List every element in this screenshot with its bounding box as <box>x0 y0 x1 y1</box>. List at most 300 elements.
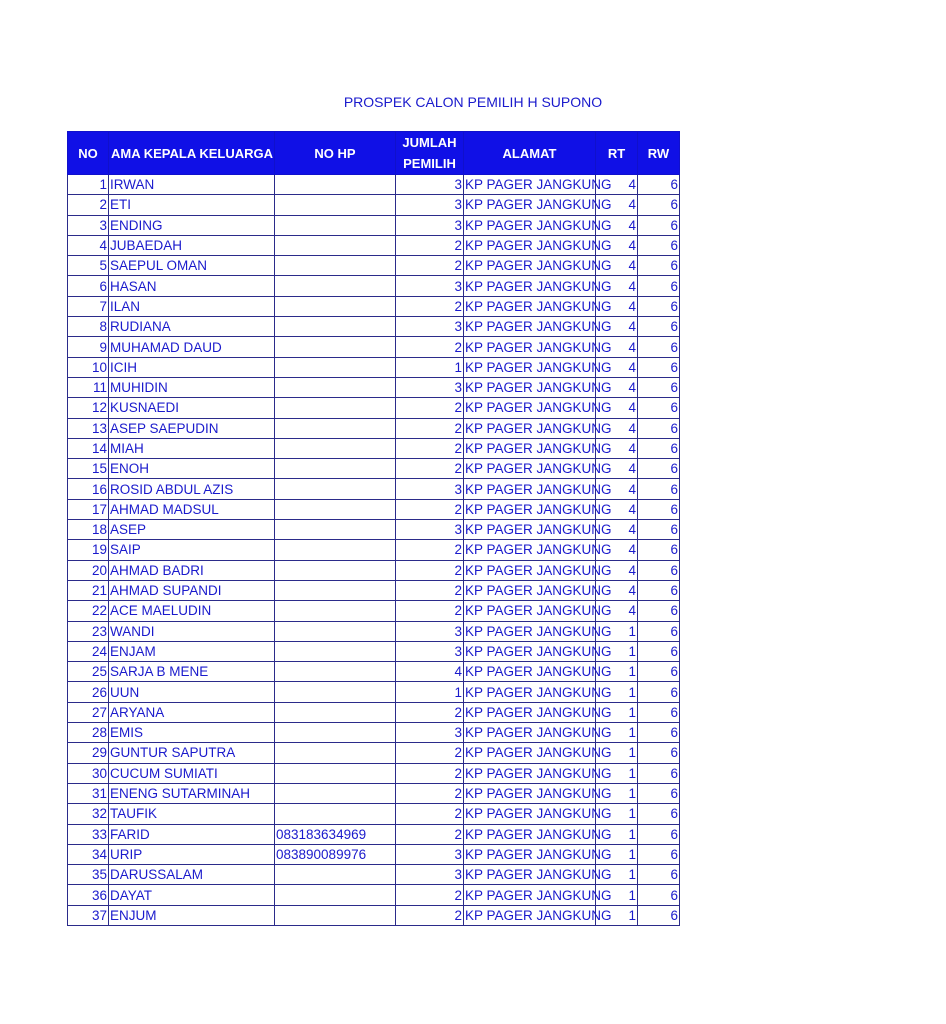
cell-jumlah[interactable]: 2 <box>396 885 464 905</box>
cell-rw[interactable]: 6 <box>638 418 680 438</box>
cell-rw[interactable]: 6 <box>638 844 680 864</box>
table-row <box>68 621 680 641</box>
cell-alamat[interactable]: KP PAGER JANGKUNG <box>464 885 596 905</box>
cell-rt[interactable]: 4 <box>596 256 638 276</box>
cell-rw[interactable]: 6 <box>638 296 680 316</box>
cell-jumlah[interactable]: 3 <box>396 641 464 661</box>
cell-rt[interactable]: 4 <box>596 580 638 600</box>
cell-jumlah[interactable]: 2 <box>396 824 464 844</box>
cell-alamat[interactable]: KP PAGER JANGKUNG <box>464 540 596 560</box>
cell-nama[interactable]: ENJUM <box>109 905 275 925</box>
cell-no[interactable]: 1 <box>68 175 109 195</box>
cell-hp[interactable] <box>275 601 396 621</box>
cell-jumlah[interactable]: 3 <box>396 377 464 397</box>
cell-nama[interactable]: MIAH <box>109 438 275 458</box>
cell-hp[interactable] <box>275 540 396 560</box>
cell-alamat[interactable]: KP PAGER JANGKUNG <box>464 256 596 276</box>
cell-no[interactable]: 3 <box>68 215 109 235</box>
cell-jumlah[interactable]: 1 <box>396 682 464 702</box>
cell-hp[interactable] <box>275 276 396 296</box>
header-alamat[interactable]: ALAMAT <box>464 132 596 175</box>
cell-rw[interactable]: 6 <box>638 621 680 641</box>
cell-nama[interactable]: ACE MAELUDIN <box>109 601 275 621</box>
header-rw[interactable]: RW <box>638 132 680 175</box>
cell-rt[interactable]: 1 <box>596 844 638 864</box>
cell-jumlah[interactable]: 2 <box>396 438 464 458</box>
cell-rt[interactable]: 1 <box>596 743 638 763</box>
cell-rw[interactable]: 6 <box>638 804 680 824</box>
cell-nama[interactable]: DARUSSALAM <box>109 865 275 885</box>
cell-alamat[interactable]: KP PAGER JANGKUNG <box>464 398 596 418</box>
header-jumlah-line1: JUMLAH <box>402 135 457 150</box>
table-row <box>68 276 680 296</box>
cell-alamat[interactable]: KP PAGER JANGKUNG <box>464 865 596 885</box>
cell-rt[interactable]: 1 <box>596 641 638 661</box>
cell-no[interactable]: 30 <box>68 763 109 783</box>
cell-hp[interactable] <box>275 317 396 337</box>
cell-jumlah[interactable]: 3 <box>396 276 464 296</box>
cell-rt[interactable]: 4 <box>596 337 638 357</box>
cell-jumlah[interactable]: 3 <box>396 317 464 337</box>
table-row <box>68 195 680 215</box>
page-title: PROSPEK CALON PEMILIH H SUPONO <box>343 94 603 110</box>
cell-rt[interactable]: 4 <box>596 317 638 337</box>
cell-rt[interactable]: 4 <box>596 276 638 296</box>
cell-nama[interactable]: ENENG SUTARMINAH <box>109 783 275 803</box>
cell-no[interactable]: 22 <box>68 601 109 621</box>
cell-alamat[interactable]: KP PAGER JANGKUNG <box>464 520 596 540</box>
cell-jumlah[interactable]: 2 <box>396 256 464 276</box>
cell-rt[interactable]: 4 <box>596 418 638 438</box>
cell-rw[interactable]: 6 <box>638 905 680 925</box>
cell-alamat[interactable]: KP PAGER JANGKUNG <box>464 783 596 803</box>
table-row <box>68 438 680 458</box>
cell-no[interactable]: 8 <box>68 317 109 337</box>
cell-no[interactable]: 13 <box>68 418 109 438</box>
cell-rw[interactable]: 6 <box>638 763 680 783</box>
cell-hp[interactable] <box>275 560 396 580</box>
cell-no[interactable]: 36 <box>68 885 109 905</box>
cell-no[interactable]: 18 <box>68 520 109 540</box>
cell-rt[interactable]: 4 <box>596 459 638 479</box>
table-row <box>68 215 680 235</box>
cell-nama[interactable]: SAIP <box>109 540 275 560</box>
cell-nama[interactable]: ENDING <box>109 215 275 235</box>
cell-hp[interactable] <box>275 580 396 600</box>
cell-rw[interactable]: 6 <box>638 479 680 499</box>
cell-jumlah[interactable]: 2 <box>396 763 464 783</box>
cell-no[interactable]: 16 <box>68 479 109 499</box>
cell-jumlah[interactable]: 3 <box>396 175 464 195</box>
cell-alamat[interactable]: KP PAGER JANGKUNG <box>464 377 596 397</box>
cell-rw[interactable]: 6 <box>638 459 680 479</box>
cell-jumlah[interactable]: 3 <box>396 520 464 540</box>
cell-nama[interactable]: JUBAEDAH <box>109 235 275 255</box>
cell-jumlah[interactable]: 3 <box>396 195 464 215</box>
table-row <box>68 175 680 195</box>
cell-rw[interactable]: 6 <box>638 438 680 458</box>
cell-alamat[interactable]: KP PAGER JANGKUNG <box>464 276 596 296</box>
cell-nama[interactable]: ASEP SAEPUDIN <box>109 418 275 438</box>
cell-rt[interactable]: 1 <box>596 723 638 743</box>
cell-jumlah[interactable]: 2 <box>396 418 464 438</box>
cell-no[interactable]: 11 <box>68 377 109 397</box>
cell-jumlah[interactable]: 2 <box>396 702 464 722</box>
cell-no[interactable]: 12 <box>68 398 109 418</box>
cell-rt[interactable]: 4 <box>596 520 638 540</box>
cell-rw[interactable]: 6 <box>638 215 680 235</box>
cell-hp[interactable] <box>275 418 396 438</box>
cell-alamat[interactable]: KP PAGER JANGKUNG <box>464 560 596 580</box>
cell-jumlah[interactable]: 1 <box>396 357 464 377</box>
table-row <box>68 235 680 255</box>
cell-alamat[interactable]: KP PAGER JANGKUNG <box>464 357 596 377</box>
cell-nama[interactable]: DAYAT <box>109 885 275 905</box>
header-hp[interactable]: NO HP <box>275 132 396 175</box>
cell-hp[interactable] <box>275 885 396 905</box>
cell-hp[interactable] <box>275 743 396 763</box>
cell-alamat[interactable]: KP PAGER JANGKUNG <box>464 438 596 458</box>
cell-rw[interactable]: 6 <box>638 235 680 255</box>
cell-rw[interactable]: 6 <box>638 317 680 337</box>
table-row <box>68 459 680 479</box>
cell-nama[interactable]: AHMAD SUPANDI <box>109 580 275 600</box>
cell-rw[interactable]: 6 <box>638 723 680 743</box>
cell-rw[interactable]: 6 <box>638 377 680 397</box>
cell-no[interactable]: 24 <box>68 641 109 661</box>
cell-nama[interactable]: SARJA B MENE <box>109 662 275 682</box>
cell-jumlah[interactable]: 2 <box>396 743 464 763</box>
cell-alamat[interactable]: KP PAGER JANGKUNG <box>464 763 596 783</box>
cell-no[interactable]: 20 <box>68 560 109 580</box>
cell-rw[interactable]: 6 <box>638 641 680 661</box>
table-row <box>68 783 680 803</box>
cell-hp[interactable] <box>275 783 396 803</box>
cell-alamat[interactable]: KP PAGER JANGKUNG <box>464 641 596 661</box>
cell-jumlah[interactable]: 3 <box>396 865 464 885</box>
cell-hp[interactable] <box>275 499 396 519</box>
table-row <box>68 641 680 661</box>
cell-hp[interactable] <box>275 337 396 357</box>
cell-no[interactable]: 5 <box>68 256 109 276</box>
cell-jumlah[interactable]: 2 <box>396 296 464 316</box>
cell-no[interactable]: 4 <box>68 235 109 255</box>
cell-rt[interactable]: 4 <box>596 357 638 377</box>
table-row <box>68 256 680 276</box>
table-row <box>68 377 680 397</box>
table-row <box>68 824 680 844</box>
cell-alamat[interactable]: KP PAGER JANGKUNG <box>464 175 596 195</box>
cell-rw[interactable]: 6 <box>638 540 680 560</box>
table-row <box>68 398 680 418</box>
cell-nama[interactable]: AHMAD BADRI <box>109 560 275 580</box>
cell-nama[interactable]: FARID <box>109 824 275 844</box>
cell-rw[interactable]: 6 <box>638 499 680 519</box>
table-row <box>68 844 680 864</box>
cell-rw[interactable]: 6 <box>638 175 680 195</box>
cell-nama[interactable]: ENOH <box>109 459 275 479</box>
header-jumlah-line2: PEMILIH <box>403 156 456 171</box>
cell-hp[interactable] <box>275 256 396 276</box>
cell-hp[interactable] <box>275 763 396 783</box>
cell-jumlah[interactable]: 2 <box>396 459 464 479</box>
cell-rt[interactable]: 1 <box>596 662 638 682</box>
cell-rw[interactable]: 6 <box>638 398 680 418</box>
cell-no[interactable]: 33 <box>68 824 109 844</box>
cell-rt[interactable]: 4 <box>596 499 638 519</box>
cell-rt[interactable]: 4 <box>596 377 638 397</box>
table-row <box>68 743 680 763</box>
table-row <box>68 601 680 621</box>
table-row <box>68 682 680 702</box>
table-row <box>68 560 680 580</box>
cell-alamat[interactable]: KP PAGER JANGKUNG <box>464 723 596 743</box>
cell-rt[interactable]: 1 <box>596 783 638 803</box>
cell-jumlah[interactable]: 3 <box>396 215 464 235</box>
cell-alamat[interactable]: KP PAGER JANGKUNG <box>464 601 596 621</box>
cell-rw[interactable]: 6 <box>638 256 680 276</box>
table-row <box>68 479 680 499</box>
cell-rt[interactable]: 4 <box>596 438 638 458</box>
cell-no[interactable]: 19 <box>68 540 109 560</box>
cell-jumlah[interactable]: 3 <box>396 844 464 864</box>
cell-nama[interactable]: ARYANA <box>109 702 275 722</box>
cell-hp[interactable] <box>275 682 396 702</box>
cell-rt[interactable]: 1 <box>596 682 638 702</box>
cell-nama[interactable]: AHMAD MADSUL <box>109 499 275 519</box>
cell-hp[interactable] <box>275 357 396 377</box>
cell-hp[interactable] <box>275 641 396 661</box>
cell-rt[interactable]: 4 <box>596 195 638 215</box>
header-jumlah[interactable] <box>396 132 464 175</box>
cell-no[interactable]: 17 <box>68 499 109 519</box>
cell-rw[interactable]: 6 <box>638 865 680 885</box>
cell-rt[interactable]: 4 <box>596 296 638 316</box>
cell-hp[interactable]: 083890089976 <box>275 844 396 864</box>
cell-nama[interactable]: EMIS <box>109 723 275 743</box>
cell-nama[interactable]: MUHIDIN <box>109 377 275 397</box>
cell-nama[interactable]: ILAN <box>109 296 275 316</box>
table-row <box>68 337 680 357</box>
cell-nama[interactable]: ENJAM <box>109 641 275 661</box>
cell-rw[interactable]: 6 <box>638 520 680 540</box>
cell-alamat[interactable]: KP PAGER JANGKUNG <box>464 905 596 925</box>
cell-nama[interactable]: IRWAN <box>109 175 275 195</box>
cell-nama[interactable]: TAUFIK <box>109 804 275 824</box>
cell-no[interactable]: 10 <box>68 357 109 377</box>
cell-rw[interactable]: 6 <box>638 195 680 215</box>
cell-nama[interactable]: UUN <box>109 682 275 702</box>
cell-alamat[interactable]: KP PAGER JANGKUNG <box>464 621 596 641</box>
cell-hp[interactable] <box>275 479 396 499</box>
table-row <box>68 662 680 682</box>
cell-rt[interactable]: 1 <box>596 804 638 824</box>
cell-no[interactable]: 31 <box>68 783 109 803</box>
cell-jumlah[interactable]: 2 <box>396 804 464 824</box>
cell-alamat[interactable]: KP PAGER JANGKUNG <box>464 682 596 702</box>
cell-no[interactable]: 15 <box>68 459 109 479</box>
cell-rw[interactable]: 6 <box>638 276 680 296</box>
cell-hp[interactable] <box>275 723 396 743</box>
cell-rw[interactable]: 6 <box>638 560 680 580</box>
cell-alamat[interactable]: KP PAGER JANGKUNG <box>464 296 596 316</box>
cell-nama[interactable]: URIP <box>109 844 275 864</box>
cell-hp[interactable] <box>275 804 396 824</box>
cell-rt[interactable]: 4 <box>596 479 638 499</box>
cell-hp[interactable] <box>275 215 396 235</box>
cell-rt[interactable]: 1 <box>596 621 638 641</box>
cell-no[interactable]: 37 <box>68 905 109 925</box>
cell-rt[interactable]: 1 <box>596 865 638 885</box>
cell-alamat[interactable]: KP PAGER JANGKUNG <box>464 418 596 438</box>
cell-no[interactable]: 35 <box>68 865 109 885</box>
cell-hp[interactable] <box>275 377 396 397</box>
cell-no[interactable]: 26 <box>68 682 109 702</box>
table-row <box>68 357 680 377</box>
header-rt[interactable]: RT <box>596 132 638 175</box>
cell-alamat[interactable]: KP PAGER JANGKUNG <box>464 499 596 519</box>
cell-jumlah[interactable]: 2 <box>396 580 464 600</box>
cell-hp[interactable] <box>275 702 396 722</box>
cell-hp[interactable] <box>275 520 396 540</box>
cell-rt[interactable]: 1 <box>596 905 638 925</box>
cell-nama[interactable]: SAEPUL OMAN <box>109 256 275 276</box>
cell-nama[interactable]: GUNTUR SAPUTRA <box>109 743 275 763</box>
cell-nama[interactable]: KUSNAEDI <box>109 398 275 418</box>
table-row <box>68 804 680 824</box>
cell-rt[interactable]: 4 <box>596 540 638 560</box>
cell-rw[interactable]: 6 <box>638 337 680 357</box>
cell-hp[interactable] <box>275 235 396 255</box>
cell-no[interactable]: 29 <box>68 743 109 763</box>
cell-rt[interactable]: 4 <box>596 175 638 195</box>
cell-rw[interactable]: 6 <box>638 885 680 905</box>
cell-hp[interactable] <box>275 175 396 195</box>
cell-rt[interactable]: 4 <box>596 398 638 418</box>
cell-alamat[interactable]: KP PAGER JANGKUNG <box>464 235 596 255</box>
cell-jumlah[interactable]: 2 <box>396 398 464 418</box>
header-nama[interactable]: AMA KEPALA KELUARGA <box>109 132 275 175</box>
cell-rw[interactable]: 6 <box>638 682 680 702</box>
cell-rw[interactable]: 6 <box>638 601 680 621</box>
cell-rw[interactable]: 6 <box>638 783 680 803</box>
header-no[interactable]: NO <box>68 132 109 175</box>
cell-nama[interactable]: ETI <box>109 195 275 215</box>
cell-rw[interactable]: 6 <box>638 743 680 763</box>
table-row <box>68 702 680 722</box>
cell-no[interactable]: 14 <box>68 438 109 458</box>
cell-no[interactable]: 9 <box>68 337 109 357</box>
cell-jumlah[interactable]: 2 <box>396 601 464 621</box>
cell-no[interactable]: 28 <box>68 723 109 743</box>
cell-hp[interactable]: 083183634969 <box>275 824 396 844</box>
cell-hp[interactable] <box>275 621 396 641</box>
cell-hp[interactable] <box>275 905 396 925</box>
cell-hp[interactable] <box>275 195 396 215</box>
cell-alamat[interactable]: KP PAGER JANGKUNG <box>464 662 596 682</box>
cell-no[interactable]: 7 <box>68 296 109 316</box>
cell-jumlah[interactable]: 2 <box>396 499 464 519</box>
cell-alamat[interactable]: KP PAGER JANGKUNG <box>464 459 596 479</box>
cell-nama[interactable]: HASAN <box>109 276 275 296</box>
table-row <box>68 540 680 560</box>
cell-hp[interactable] <box>275 296 396 316</box>
cell-hp[interactable] <box>275 398 396 418</box>
cell-jumlah[interactable]: 3 <box>396 723 464 743</box>
cell-nama[interactable]: CUCUM SUMIATI <box>109 763 275 783</box>
cell-no[interactable]: 34 <box>68 844 109 864</box>
cell-no[interactable]: 32 <box>68 804 109 824</box>
cell-rw[interactable]: 6 <box>638 824 680 844</box>
cell-nama[interactable]: ROSID ABDUL AZIS <box>109 479 275 499</box>
cell-nama[interactable]: RUDIANA <box>109 317 275 337</box>
cell-nama[interactable]: WANDI <box>109 621 275 641</box>
cell-alamat[interactable]: KP PAGER JANGKUNG <box>464 824 596 844</box>
cell-no[interactable]: 6 <box>68 276 109 296</box>
table-row <box>68 317 680 337</box>
cell-jumlah[interactable]: 3 <box>396 621 464 641</box>
cell-no[interactable]: 23 <box>68 621 109 641</box>
cell-rw[interactable]: 6 <box>638 357 680 377</box>
cell-alamat[interactable]: KP PAGER JANGKUNG <box>464 702 596 722</box>
cell-rw[interactable]: 6 <box>638 662 680 682</box>
cell-alamat[interactable]: KP PAGER JANGKUNG <box>464 844 596 864</box>
table-row <box>68 418 680 438</box>
cell-hp[interactable] <box>275 662 396 682</box>
cell-jumlah[interactable]: 2 <box>396 235 464 255</box>
cell-alamat[interactable]: KP PAGER JANGKUNG <box>464 337 596 357</box>
cell-no[interactable]: 27 <box>68 702 109 722</box>
cell-jumlah[interactable]: 2 <box>396 540 464 560</box>
cell-hp[interactable] <box>275 438 396 458</box>
cell-nama[interactable]: MUHAMAD DAUD <box>109 337 275 357</box>
cell-rt[interactable]: 1 <box>596 824 638 844</box>
cell-alamat[interactable]: KP PAGER JANGKUNG <box>464 479 596 499</box>
cell-alamat[interactable]: KP PAGER JANGKUNG <box>464 804 596 824</box>
cell-jumlah[interactable]: 2 <box>396 560 464 580</box>
cell-hp[interactable] <box>275 459 396 479</box>
cell-rt[interactable]: 4 <box>596 601 638 621</box>
header-row <box>68 132 680 175</box>
cell-jumlah[interactable]: 3 <box>396 479 464 499</box>
cell-no[interactable]: 21 <box>68 580 109 600</box>
cell-no[interactable]: 25 <box>68 662 109 682</box>
cell-rt[interactable]: 4 <box>596 560 638 580</box>
cell-nama[interactable]: ASEP <box>109 520 275 540</box>
cell-hp[interactable] <box>275 865 396 885</box>
table-header <box>68 132 680 175</box>
table-row <box>68 723 680 743</box>
cell-rt[interactable]: 4 <box>596 235 638 255</box>
cell-rt[interactable]: 1 <box>596 702 638 722</box>
cell-jumlah[interactable]: 2 <box>396 905 464 925</box>
cell-rt[interactable]: 4 <box>596 215 638 235</box>
cell-rt[interactable]: 1 <box>596 763 638 783</box>
cell-jumlah[interactable]: 2 <box>396 783 464 803</box>
cell-alamat[interactable]: KP PAGER JANGKUNG <box>464 743 596 763</box>
cell-alamat[interactable]: KP PAGER JANGKUNG <box>464 580 596 600</box>
cell-rw[interactable]: 6 <box>638 702 680 722</box>
cell-no[interactable]: 2 <box>68 195 109 215</box>
cell-jumlah[interactable]: 2 <box>396 337 464 357</box>
cell-nama[interactable]: ICIH <box>109 357 275 377</box>
cell-alamat[interactable]: KP PAGER JANGKUNG <box>464 317 596 337</box>
cell-alamat[interactable]: KP PAGER JANGKUNG <box>464 195 596 215</box>
cell-rt[interactable]: 1 <box>596 885 638 905</box>
cell-jumlah[interactable]: 4 <box>396 662 464 682</box>
cell-rw[interactable]: 6 <box>638 580 680 600</box>
cell-alamat[interactable]: KP PAGER JANGKUNG <box>464 215 596 235</box>
